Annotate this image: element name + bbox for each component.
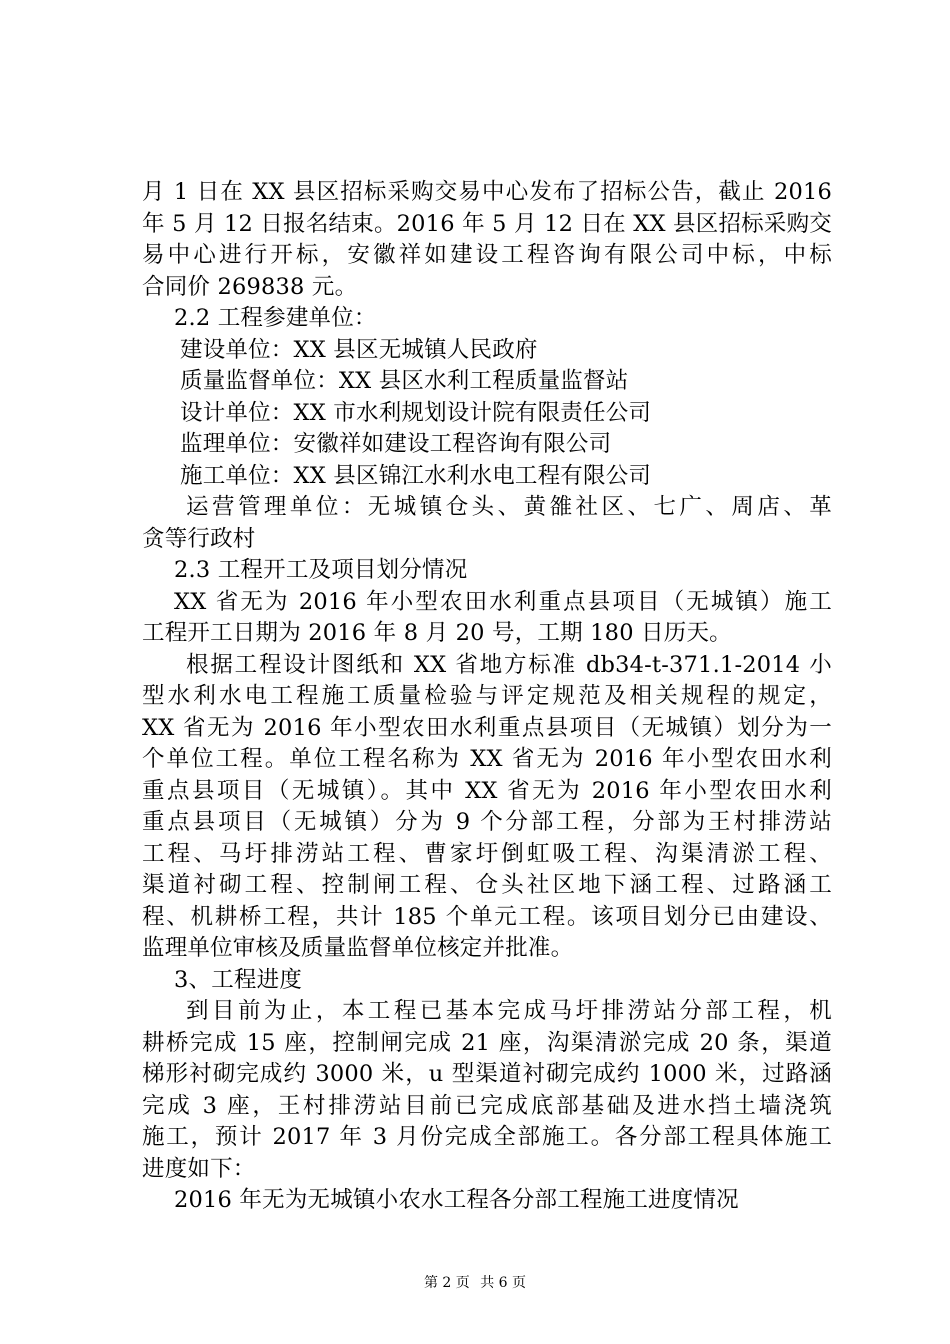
body-line: 合同价 269838 元。 [142, 273, 358, 300]
body-line: XX 省无为 2016 年小型农田水利重点县项目（无城镇）划分为一 [142, 714, 832, 741]
body-line: 重点县项目（无城镇）。其中 XX 省无为 2016 年小型农田水利 [142, 777, 832, 804]
body-line: 渠道衬砌工程、控制闸工程、仓头社区地下涵工程、过路涵工 [142, 872, 832, 898]
body-line: 完成 3 座，王村排涝站目前已完成底部基础及进水挡土墙浇筑 [142, 1092, 832, 1119]
body-line: 运营管理单位：无城镇仓头、黄雒社区、七广、周店、革 [186, 494, 832, 520]
body-line: 梯形衬砌完成约 3000 米，u 型渠道衬砌完成约 1000 米，过路涵 [142, 1061, 832, 1087]
body-line: 根据工程设计图纸和 XX 省地方标准 db34-t-371.1-2014 小 [186, 651, 832, 678]
body-line: 监理单位：安徽祥如建设工程咨询有限公司 [180, 431, 612, 457]
body-line: 贪等行政村 [142, 525, 256, 552]
section-heading: 2.2 工程参建单位： [174, 305, 377, 331]
body-line: 到目前为止，本工程已基本完成马圩排涝站分部工程，机 [186, 998, 832, 1024]
table-caption: 2016 年无为无城镇小农水工程各分部工程施工进度情况 [174, 1187, 739, 1213]
body-line: 个单位工程。单位工程名称为 XX 省无为 2016 年小型农田水利 [142, 746, 832, 772]
body-line: 年 5 月 12 日报名结束。2016 年 5 月 12 日在 XX 县区招标采购交 [142, 210, 832, 237]
body-line: 重点县项目（无城镇）分为 9 个分部工程，分部为王村排涝站 [142, 809, 832, 835]
body-line: 设计单位：XX 市水利规划设计院有限责任公司 [180, 399, 652, 426]
body-line: 型水利水电工程施工质量检验与评定规范及相关规程的规定， [142, 683, 832, 709]
body-line: 建设单位：XX 县区无城镇人民政府 [180, 336, 538, 363]
body-line: 进度如下： [142, 1155, 256, 1182]
body-line: 程、机耕桥工程，共计 185 个单元工程。该项目划分已由建设、 [142, 903, 832, 930]
body-line: XX 省无为 2016 年小型农田水利重点县项目（无城镇）施工 [174, 588, 832, 615]
section-heading: 2.3 工程开工及项目划分情况 [174, 557, 468, 583]
document-body [142, 177, 832, 1217]
body-line: 工程开工日期为 2016 年 8 月 20 号，工期 180 日历天。 [142, 620, 732, 646]
body-line: 质量监督单位：XX 县区水利工程质量监督站 [180, 368, 629, 394]
body-line: 易中心进行开标，安徽祥如建设工程咨询有限公司中标，中标 [142, 242, 832, 268]
page-number: 第 2 页 [423, 1275, 470, 1291]
body-line: 耕桥完成 15 座，控制闸完成 21 座，沟渠清淤完成 20 条，渠道 [142, 1029, 832, 1056]
page-footer [0, 1272, 950, 1292]
body-line: 工程、马圩排涝站工程、曹家圩倒虹吸工程、沟渠清淤工程、 [142, 840, 832, 867]
body-line: 监理单位审核及质量监督单位核定并批准。 [142, 935, 574, 961]
section-heading: 3、工程进度 [174, 966, 303, 993]
body-line: 月 1 日在 XX 县区招标采购交易中心发布了招标公告，截止 2016 [142, 179, 832, 205]
body-line: 施工，预计 2017 年 3 月份完成全部施工。各分部工程具体施工 [142, 1124, 832, 1150]
body-line: 施工单位：XX 县区锦江水利水电工程有限公司 [180, 462, 652, 489]
page-total: 共 6 页 [480, 1275, 527, 1291]
